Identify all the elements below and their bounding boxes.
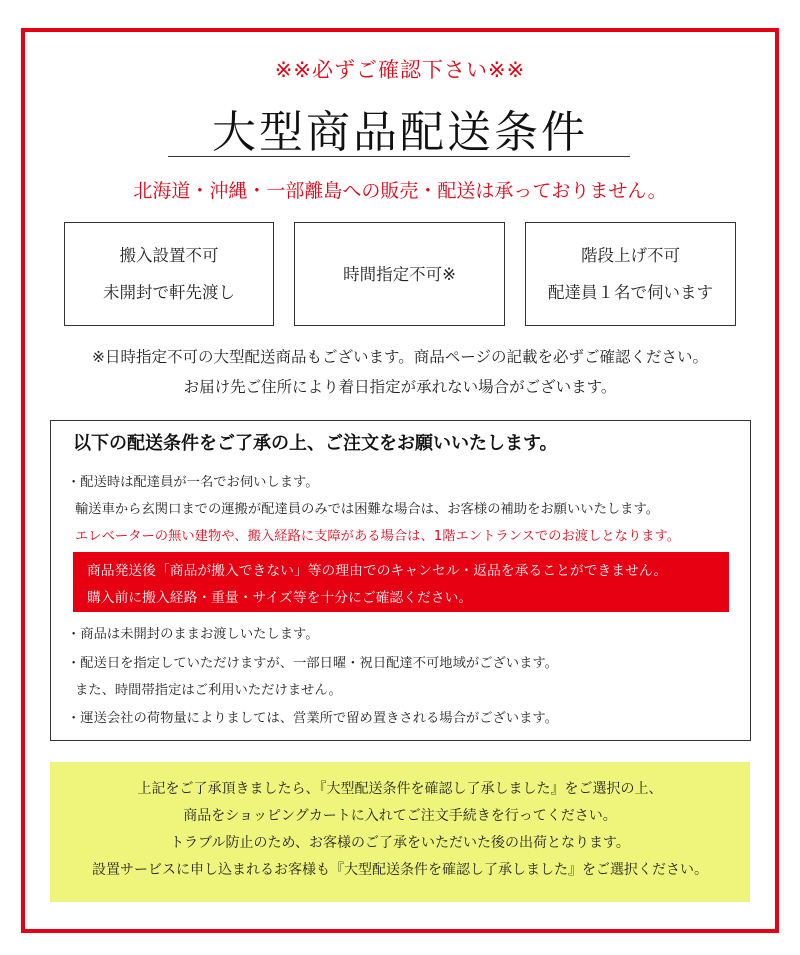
- condition-box-installation: [64, 222, 274, 326]
- box-line: 階段上げ不可: [581, 246, 680, 265]
- condition-item: ・配送時は配達員が一名でお伺いします。: [67, 475, 319, 490]
- condition-box-stairs: [525, 222, 736, 326]
- region-restriction: 北海道・沖縄・一部離島への販売・配送は承っておりません。: [133, 180, 667, 202]
- condition-detail: また、時間帯指定はご利用いただけません。: [75, 683, 342, 698]
- conditions-heading: 以下の配送条件をご了承の上、ご注文をお願いいたします。: [73, 433, 558, 454]
- note-line: お届け先ご住所により着日指定が承れない場合がございます。: [183, 378, 617, 396]
- footer-line: 設置サービスに申し込まれるお客様も『大型配送条件を確認し了承しました』をご選択ください。: [92, 862, 708, 878]
- warning-line: 商品発送後「商品が搬入できない」等の理由でのキャンセル・返品を承ることができません。: [87, 563, 668, 579]
- condition-red-note: エレベーターの無い建物や、搬入経路に支障がある場合は、1階エントランスでのお渡しとなります。: [75, 529, 681, 544]
- condition-item: ・運送会社の荷物量によりましては、営業所で留め置きされる場合がございます。: [67, 711, 558, 726]
- condition-item: ・配送日を指定していただけますが、一部日曜・祝日配達不可地域がございます。: [67, 656, 558, 671]
- footer-line: トラブル防止のため、お客様のご了承をいただいた後の出荷となります。: [170, 835, 630, 851]
- box-line: 時間指定不可※: [343, 264, 456, 284]
- note-line: ※日時指定不可の大型配送商品もございます。商品ページの記載を必ずご確認ください。: [92, 348, 708, 366]
- confirmation-panel: [50, 762, 750, 902]
- conditions-panel: [50, 420, 751, 741]
- warning-line: 購入前に搬入経路・重量・サイズ等を十分にご確認ください。: [87, 590, 473, 606]
- footer-line: 上記をご了承頂きましたら、『大型配送条件を確認し了承しました』をご選択の上、: [137, 781, 663, 797]
- box-line: 搬入設置不可: [119, 246, 219, 265]
- notes: [0, 342, 800, 402]
- box-line: 配達員１名で伺います: [548, 283, 713, 302]
- cancellation-warning: [73, 552, 729, 612]
- page-title: 大型商品配送条件: [212, 107, 588, 158]
- box-line: 未開封で軒先渡し: [103, 283, 235, 302]
- title-underline: [168, 156, 630, 157]
- condition-box-time: [294, 222, 505, 326]
- condition-detail: 輸送車から玄関口までの運搬が配達員のみでは困難な場合は、お客様の補助をお願いいたします。: [75, 502, 659, 517]
- condition-item: ・商品は未開封のままお渡しいたします。: [67, 627, 319, 642]
- check-notice: ※※必ずご確認下さい※※: [274, 58, 526, 82]
- footer-line: 商品をショッピングカートに入れてご注文手続きを行ってください。: [183, 808, 617, 824]
